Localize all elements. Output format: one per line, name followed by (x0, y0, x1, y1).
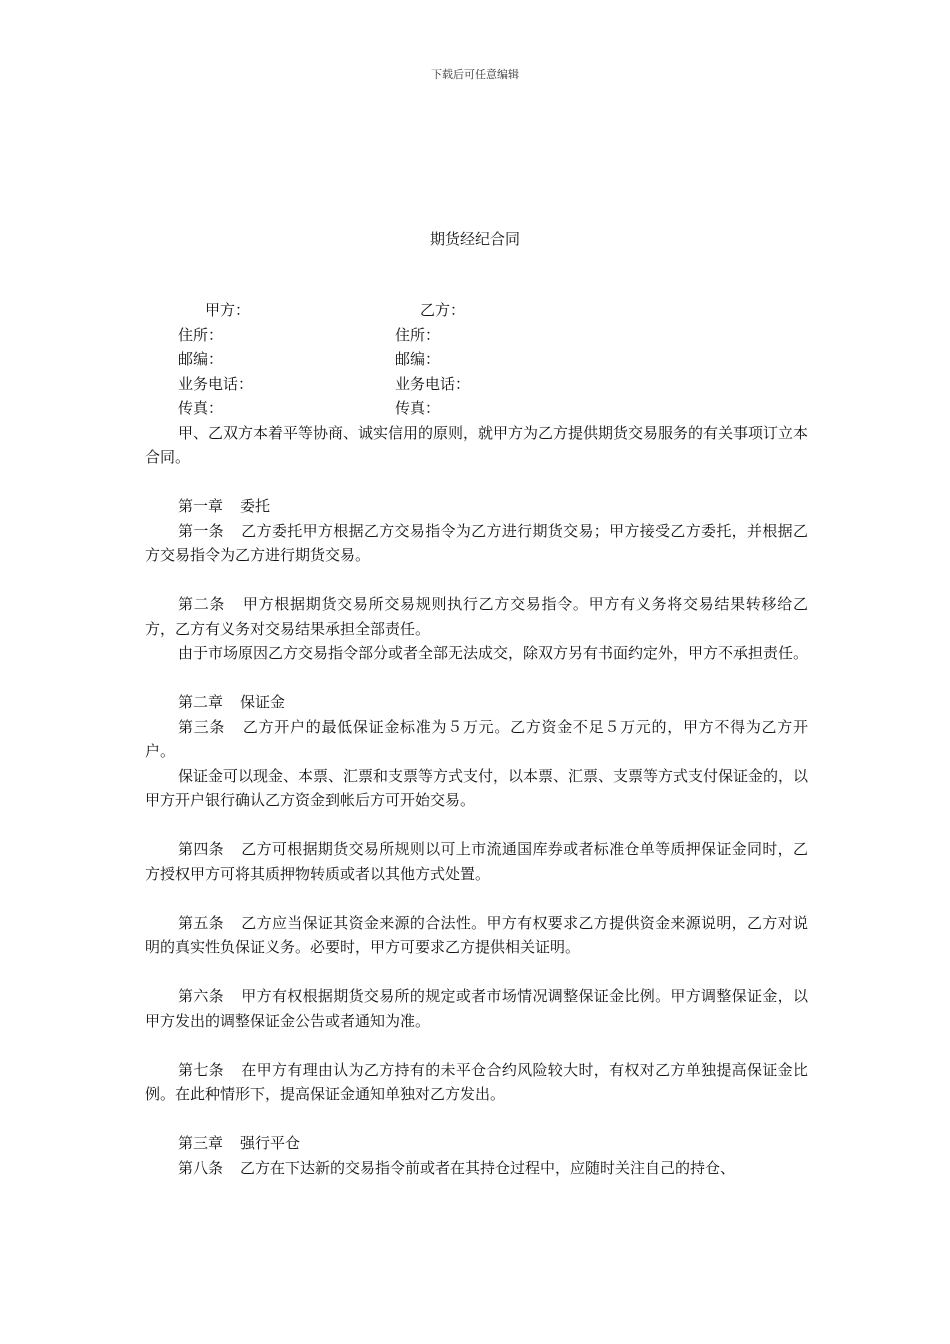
article-5-text: 乙方应当保证其资金来源的合法性。甲方有权要求乙方提供资金来源说明，乙方对说明的真实性负保证义务。必要时，甲方可要求乙方提供相关证明。 (145, 913, 808, 956)
party-b-address-label: 住所： (395, 325, 441, 344)
chapter-3-name: 强行平仓 (240, 1134, 301, 1152)
article-2-number: 第二条 (178, 595, 226, 613)
article-1-text: 乙方委托甲方根据乙方交易指令为乙方进行期货交易；甲方接受乙方委托，并根据乙方交易指令为乙方进行期货交易。 (145, 521, 808, 564)
party-b-postcode-label: 邮编： (395, 350, 441, 368)
article-5 (145, 911, 808, 960)
article-4-number: 第四条 (178, 840, 224, 858)
party-row-address (145, 323, 808, 348)
party-a-address-label: 住所： (178, 325, 224, 344)
article-6-text: 甲方有权根据期货交易所的规定或者市场情况调整保证金比例。甲方调整保证金，以甲方发出的调整保证金公告或者通知为准。 (145, 987, 808, 1030)
article-3-number: 第三条 (178, 717, 226, 736)
party-a-name-label: 甲方： (205, 301, 251, 319)
party-row-phone (145, 372, 808, 397)
article-3-text: 乙方开户的最低保证金标准为５万元。乙方资金不足５万元的，甲方不得为乙方开户。 (145, 717, 808, 760)
article-6 (145, 984, 808, 1033)
article-4 (145, 837, 808, 886)
article-2-paragraph-2: 由于市场原因乙方交易指令部分或者全部无法成交，除双方另有书面约定外，甲方不承担责任。 (178, 644, 809, 662)
article-8 (145, 1156, 808, 1181)
party-b-name-label: 乙方： (420, 301, 466, 319)
article-3-paragraph-2: 保证金可以现金、本票、汇票和支票等方式支付，以本票、汇票、支票等方式支付保证金的，以甲方开户银行确认乙方资金到帐后方可开始交易。 (145, 766, 809, 809)
article-7-text: 在甲方有理由认为乙方持有的未平仓合约风险较大时，有权对乙方单独提高保证金比例。在此种情形下，提高保证金通知单独对乙方发出。 (145, 1060, 808, 1103)
article-8-number: 第八条 (178, 1158, 224, 1177)
article-2-text: 甲方根据期货交易所交易规则执行乙方交易指令。甲方有义务将交易结果转移给乙方，乙方有义务对交易结果承担全部责任。 (145, 595, 808, 638)
document-title: 期货经纪合同 (429, 230, 520, 248)
party-a-phone-label: 业务电话： (178, 374, 254, 393)
article-7-number: 第七条 (178, 1060, 224, 1079)
header-note: 下载后可任意编辑 (431, 68, 519, 81)
chapter-1-number: 第一章 (178, 497, 224, 515)
article-1-number: 第一条 (178, 521, 224, 540)
chapter-2-name: 保证金 (240, 693, 286, 711)
article-3 (145, 715, 808, 764)
article-7 (145, 1058, 808, 1107)
article-1 (145, 519, 808, 568)
chapter-3-heading (145, 1131, 808, 1156)
contract-body (145, 298, 808, 1180)
party-row-postcode (145, 347, 808, 372)
chapter-3-number: 第三章 (178, 1134, 224, 1152)
party-a-postcode-label: 邮编： (178, 350, 224, 368)
chapter-2-heading (145, 690, 808, 715)
chapter-1-heading (145, 494, 808, 519)
party-b-fax-label: 传真： (395, 399, 441, 417)
article-2 (145, 592, 808, 641)
party-row-fax (145, 396, 808, 421)
article-6-number: 第六条 (178, 987, 224, 1005)
party-row-name (145, 298, 808, 323)
preamble: 甲、乙双方本着平等协商、诚实信用的原则，就甲方为乙方提供期货交易服务的有关事项订立本合同。 (145, 423, 809, 466)
article-5-number: 第五条 (178, 913, 224, 932)
article-4-text: 乙方可根据期货交易所规则以可上市流通国库券或者标准仓单等质押保证金同时，乙方授权甲方可将其质押物转质或者以其他方式处置。 (145, 840, 808, 883)
party-a-fax-label: 传真： (178, 399, 224, 417)
party-b-phone-label: 业务电话： (395, 374, 471, 393)
chapter-2-number: 第二章 (178, 693, 224, 711)
chapter-1-name: 委托 (240, 497, 271, 515)
article-8-text: 乙方在下达新的交易指令前或者在其持仓过程中，应随时关注自己的持仓、 (240, 1158, 736, 1177)
